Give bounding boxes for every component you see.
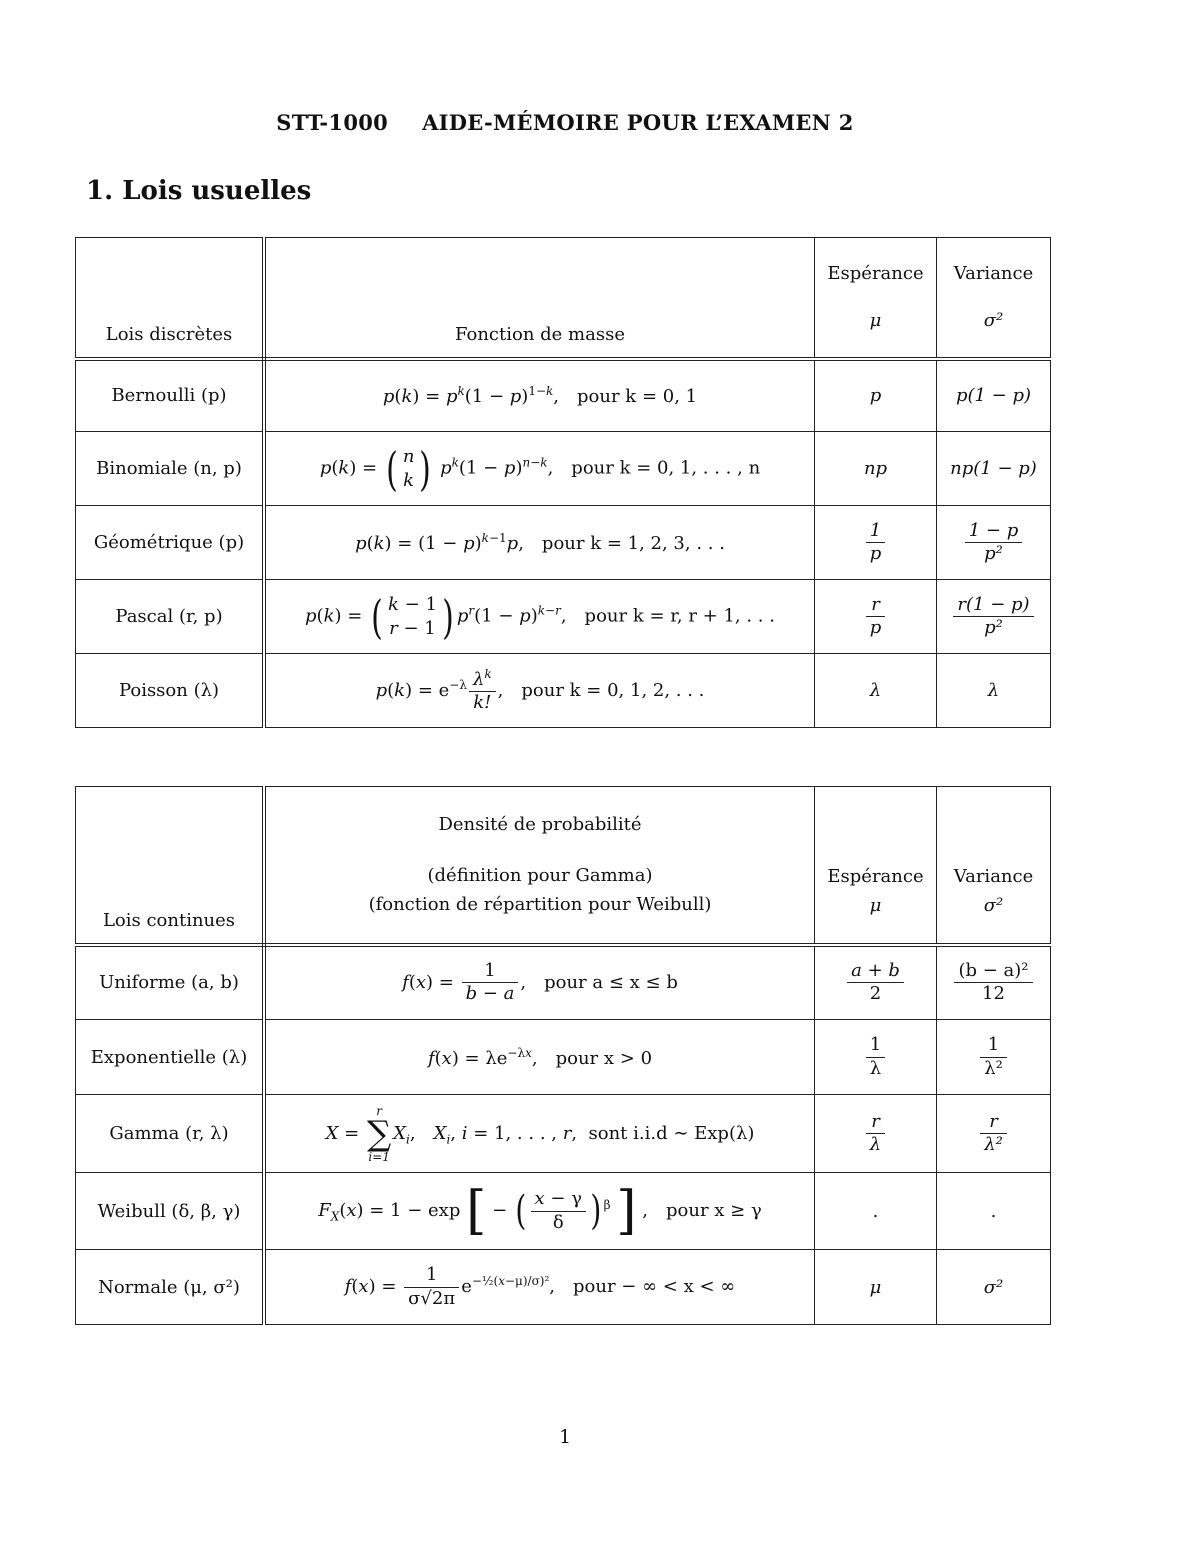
mean-value: np <box>815 432 937 506</box>
law-name: Weibull (δ, β, γ) <box>76 1173 265 1250</box>
col-var-header: Variance σ² <box>937 238 1051 359</box>
density-function: X = r ∑ i=1 $X_i$, $X_i$, i = 1, . . . , r, sont i.i.d ∼ Exp(λ) <box>264 1095 815 1173</box>
distribution-function: $F_X(x) = 1 - \exp$ [ − ( $\frac{x - \gamma}{\delta}$ ) $^\beta$ ] , pour x ≥ γ <box>264 1173 815 1250</box>
mass-function: p(k) = ( n k ) $p^k(1 - p)^{n-k}$, pour k = 0, 1, . . . , n <box>264 432 815 506</box>
mean-value: λ <box>815 654 937 728</box>
density-function: $f(x) = \lambda e^{-\lambda x}$, pour x > 0 <box>264 1020 815 1095</box>
discrete-header-row <box>76 238 1051 359</box>
law-name: Gamma (r, λ) <box>76 1095 265 1173</box>
table-row <box>76 945 1051 1020</box>
variance-value: np(1 − p) <box>937 432 1051 506</box>
density-function: f(x) = $\frac{1}{\sigma√2\pi}$ $e^{-\frac{1}{2}(x-\mu)/\sigma)^2}$, pour − ∞ < x < ∞ <box>264 1250 815 1325</box>
variance-value: $\frac{r}{\text{λ²}}$ <box>937 1095 1051 1173</box>
mean-value: $\frac{1}{p}$ <box>815 506 937 580</box>
table-row <box>76 654 1051 728</box>
col-mean-header: Espérance μ <box>815 787 937 945</box>
table-row <box>76 1250 1051 1325</box>
law-name: Pascal (r, p) <box>76 580 265 654</box>
mean-value: $\frac{a + b}{2}$ <box>815 945 937 1020</box>
table-row <box>76 432 1051 506</box>
table-row <box>76 359 1051 432</box>
table-row <box>76 580 1051 654</box>
table-row <box>76 1020 1051 1095</box>
variance-value: p(1 − p) <box>937 359 1051 432</box>
mean-value: $\frac{r}{\lambda}$ <box>815 1095 937 1173</box>
mass-function: p(k) = ( k − 1 r − 1 ) $p^r(1 - p)^{k-r}$, pour k = r, r + 1, . . . <box>264 580 815 654</box>
table-row <box>76 506 1051 580</box>
mean-value: $\frac{1}{\lambda}$ <box>815 1020 937 1095</box>
mass-function: $p(k) = (1 - p)^{k-1}p$, pour k = 1, 2, 3, . . . <box>264 506 815 580</box>
mean-value: p <box>815 359 937 432</box>
course-code: STT-1000 <box>276 110 389 135</box>
col-fn-header: Densité de probabilité (définition pour Gamma) (fonction de répartition pour Weibull) <box>264 787 815 945</box>
mean-value: . <box>815 1173 937 1250</box>
law-name: Bernoulli (p) <box>76 359 265 432</box>
col-law-header: Lois discrètes <box>76 238 265 359</box>
law-name: Exponentielle (λ) <box>76 1020 265 1095</box>
mean-value: μ <box>815 1250 937 1325</box>
variance-value: $\frac{1}{\text{λ²}}$ <box>937 1020 1051 1095</box>
continuous-header-row <box>76 787 1051 945</box>
col-law-header: Lois continues <box>76 787 265 945</box>
variance-value: $\frac{r(1 - p)}{\text{p²}}$ <box>937 580 1051 654</box>
variance-value: λ <box>937 654 1051 728</box>
col-var-header: Variance σ² <box>937 787 1051 945</box>
variance-value: $\frac{\text{(b − a)²}}{12}$ <box>937 945 1051 1020</box>
variance-value: $\frac{1 - p}{\text{p²}}$ <box>937 506 1051 580</box>
law-name: Uniforme (a, b) <box>76 945 265 1020</box>
page-number: 1 <box>558 1426 572 1448</box>
law-name: Géométrique (p) <box>76 506 265 580</box>
law-name: Binomiale (n, p) <box>76 432 265 506</box>
variance-value: σ² <box>937 1250 1051 1325</box>
col-mean-header: Espérance μ <box>815 238 937 359</box>
mean-value: $\frac{r}{p}$ <box>815 580 937 654</box>
section-heading: 1. Lois usuelles <box>86 176 312 206</box>
document-title <box>0 110 1130 135</box>
discrete-laws-table <box>75 237 1051 728</box>
table-row <box>76 1173 1051 1250</box>
mass-function: $p(k) = e^{-\lambda}$ $\frac{\lambda^k}{k!}$ , pour k = 0, 1, 2, . . . <box>264 654 815 728</box>
variance-value: . <box>937 1173 1051 1250</box>
mass-function: $p(k) = p^k(1 - p)^{1-k}$, pour k = 0, 1 <box>264 359 815 432</box>
law-name: Poisson (λ) <box>76 654 265 728</box>
col-fn-header: Fonction de masse <box>264 238 815 359</box>
continuous-laws-table <box>75 786 1051 1325</box>
title-text: AIDE-MÉMOIRE POUR L’EXAMEN 2 <box>422 110 854 135</box>
density-function: f(x) = $\frac{1}{b - a}$ , pour a ≤ x ≤ b <box>264 945 815 1020</box>
table-row <box>76 1095 1051 1173</box>
law-name: Normale (μ, σ²) <box>76 1250 265 1325</box>
